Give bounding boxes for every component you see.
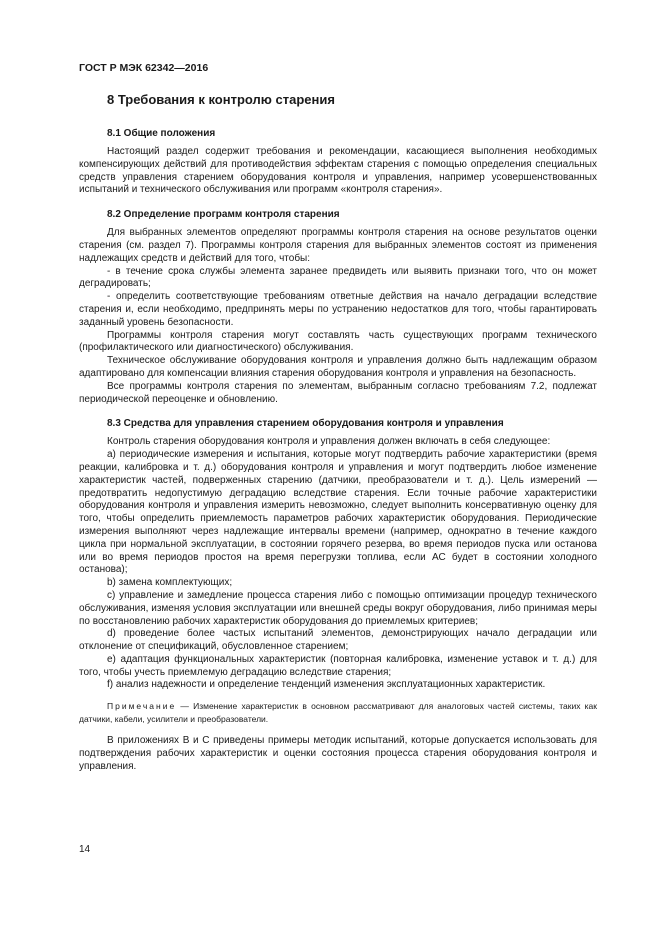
list-item: d) проведение более частых испытаний элементов, демонстрирующих начало деградации или отклонение от спецификаций, обусловленное старением; xyxy=(79,628,597,653)
paragraph: Техническое обслуживание оборудования контроля и управления должно быть надлежащим образом адаптировано для компенсации влияния старения оборудования контроля и управления на безопасность. xyxy=(79,355,597,379)
section-8-3-title: 8.3 Средства для управления старением оборудования контроля и управления xyxy=(107,418,504,430)
paragraph: Для выбранных элементов определяют программы контроля старения на основе результатов оценки старения (см. раздел 7). Программы контроля старения для выбранных элементов состоят из применения надлежащих средств и действий для того, чтобы: xyxy=(79,227,597,264)
list-item: a) периодические измерения и испытания, которые могут подтвердить рабочие характеристики (время реакции, калибровка и т. д.) оборудования контроля и управления и могут подтвердить любое изменение характеристик частей, подверженных старению (датчики, преобразователи и т. д.). Цель измерений — предотвратить недопустимую деградацию вследствие старения. Если точные рабочие характеристики оборудования контроля и управления измерить невозможно, следует выполнить консервативную оценку для того, чтобы определить приемлемость параметров рабочих характеристик оборудования. Периодические измерения выполняют через надлежащие интервалы времени (например, однократно в течение каждого цикла при нормальной эксплуатации, в состоянии горячего резерва, во время периодов пуска или останова или во время периодов простоя на время перегрузки топлива, если АС будет в состоянии холодного останова); xyxy=(79,449,597,576)
paragraph: В приложениях В и С приведены примеры методик испытаний, которые допускается использовать для подтверждения рабочих характеристик и оценки состояния процесса старения оборудования контроля и управления. xyxy=(79,735,597,772)
note-text: — Изменение характеристик в основном рассматривают для аналоговых частей системы, таких как датчики, кабели, усилители и преобразователи. xyxy=(79,701,597,724)
section-8-1-title: 8.1 Общие положения xyxy=(107,128,216,139)
note xyxy=(79,700,597,725)
list-item: b) замена комплектующих; xyxy=(107,577,233,589)
list-item: - в течение срока службы элемента заранее предвидеть или выявить признаки того, что он может деградировать; xyxy=(79,265,597,290)
paragraph: Настоящий раздел содержит требования и рекомендации, касающиеся выполнения необходимых компенсирующих действий для противодействия эффектам старения с помощью определения специальных средств управления старением оборудования контроля и управления, например усовершенствованных испытаний и технического обслуживания или программ «контроля старения». xyxy=(79,146,597,196)
list-item: f) анализ надежности и определение тенденций изменения эксплуатационных характеристик. xyxy=(107,679,546,691)
paragraph: Программы контроля старения могут составлять часть существующих программ технического (профилактического или диагностического) обслуживания. xyxy=(79,329,597,354)
list-item: - определить соответствующие требованиям ответные действия на начало деградации вследствие старения и, если необходимо, предпринять меры по устранению недостатков для того, чтобы гарантировать заданный уровень безопасности. xyxy=(79,291,597,328)
paragraph: Все программы контроля старения по элементам, выбранным согласно требованиям 7.2, подлежат периодической переоценке и обновлению. xyxy=(79,380,597,405)
section-8-2-title: 8.2 Определение программ контроля старения xyxy=(107,209,340,221)
paragraph: Контроль старения оборудования контроля и управления должен включать в себя следующее: xyxy=(107,436,551,448)
document-header: ГОСТ Р МЭК 62342—2016 xyxy=(79,62,209,74)
list-item: e) адаптация функциональных характеристик (повторная калибровка, изменение уставок и т. д.) для того, чтобы учесть приемлемую деградацию вследствие старения; xyxy=(79,653,597,678)
note-label: Примечание xyxy=(107,701,177,712)
section-8-title: 8 Требования к контролю старения xyxy=(107,92,335,107)
page-content xyxy=(79,92,597,774)
list-item: c) управление и замедление процесса старения либо с помощью оптимизации процедур технического обслуживания, изменяя условия эксплуатации или внешней среды вокруг оборудования, либо принимая меры по восстановлению рабочих характеристик оборудования до приемлемых критериев; xyxy=(79,589,597,627)
page-number: 14 xyxy=(79,844,91,855)
